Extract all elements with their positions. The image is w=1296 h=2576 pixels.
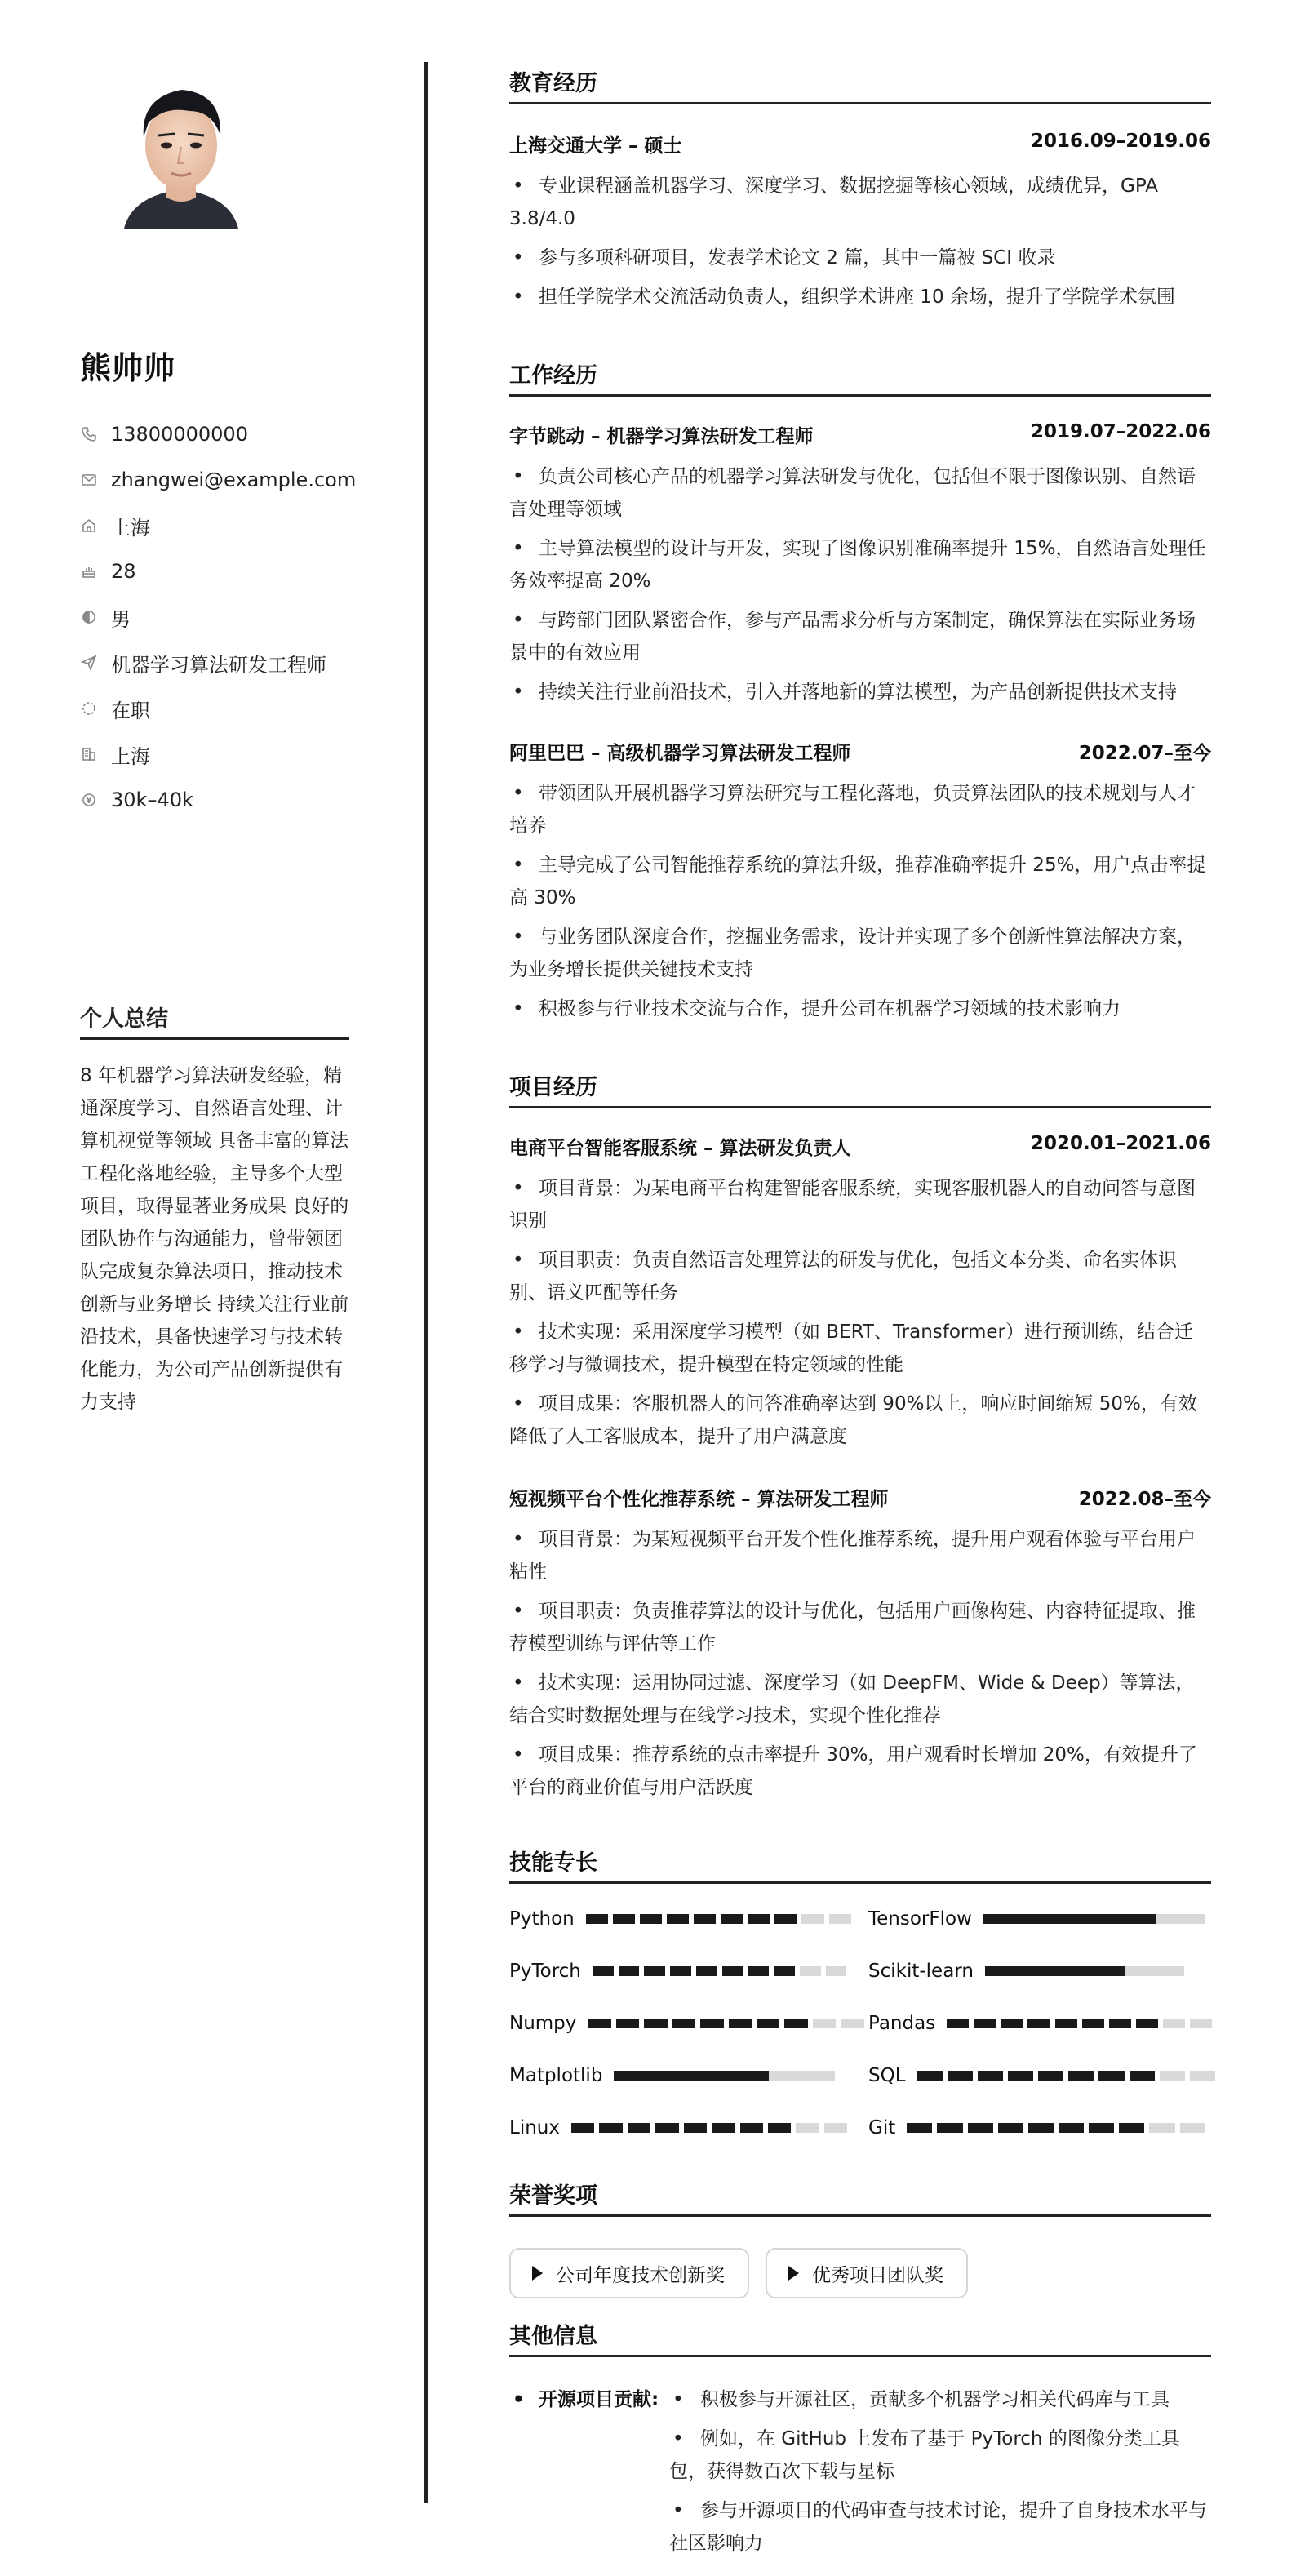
skill-level-segment: [1130, 2071, 1155, 2081]
skill-level-segment: [644, 1966, 665, 1976]
skill-level-segment: [593, 1966, 614, 1976]
skill-item: [509, 2063, 835, 2088]
list-item: • 项目职责：负责自然语言处理算法的研发与优化，包括文本分类、命名实体识别、语义匹配等任务: [509, 1244, 1211, 1309]
skill-level-fill: [985, 1966, 1125, 1976]
skill-level-segment: [1068, 2071, 1094, 2081]
skill-label: Git: [868, 2117, 896, 2139]
project-entry-head: [509, 1133, 1211, 1160]
honor-badge: [509, 2248, 749, 2298]
work-date: 2019.07–2022.06: [1030, 421, 1211, 442]
gender-icon: [80, 608, 98, 626]
project-bullets: [509, 1172, 1211, 1459]
skill-level-segment: [712, 2123, 735, 2133]
skill-label: Matplotlib: [509, 2065, 603, 2086]
list-item: • 主导算法模型的设计与开发，实现了图像识别准确率提升 15%，自然语言处理任务效率提高 20%: [509, 532, 1211, 597]
honors-title: 荣誉奖项: [509, 2178, 1211, 2217]
skill-level-segment: [684, 2123, 707, 2133]
skill-level-segment: [571, 2123, 594, 2133]
contact-age-text: 28: [111, 560, 136, 583]
skill-level-bar: [917, 2071, 1215, 2081]
contact-list: [80, 411, 356, 823]
contact-phone-text[interactable]: 13800000000: [111, 423, 248, 446]
skill-level-segment: [800, 1966, 821, 1976]
skill-level-segment: [1190, 2071, 1215, 2081]
list-item: • 主导完成了公司智能推荐系统的算法升级，推荐准确率提升 25%，用户点击率提高 30%: [509, 849, 1211, 914]
list-item: • 持续关注行业前沿技术，引入并落地新的算法模型，为产品创新提供技术支持: [509, 676, 1211, 708]
skill-level-segment: [722, 1966, 743, 1976]
skill-level-bar: [983, 1914, 1205, 1924]
skill-item: [868, 2011, 1212, 2036]
skill-level-segment: [1059, 2123, 1084, 2133]
skill-level-segment: [978, 2071, 1003, 2081]
skill-label: Numpy: [509, 2013, 577, 2034]
skill-level-segment: [768, 2123, 791, 2133]
list-item: • 项目背景：为某短视频平台开发个性化推荐系统，提升用户观看体验与平台用户粘性: [509, 1523, 1211, 1588]
list-item: • 与跨部门团队紧密合作，参与产品需求分析与方案制定，确保算法在实际业务场景中的有效应用: [509, 604, 1211, 669]
skill-level-segment: [694, 1914, 716, 1924]
skill-level-segment: [757, 2019, 779, 2028]
skill-item: [868, 1907, 1205, 1931]
list-item: • 带领团队开展机器学习算法研究与工程化落地，负责算法团队的技术规划与人才培养: [509, 777, 1211, 842]
work-bullets: [509, 777, 1211, 1032]
contact-phone: [80, 411, 356, 457]
send-icon: [80, 654, 98, 672]
other-title: 其他信息: [509, 2318, 1211, 2357]
honor-label: 公司年度技术创新奖: [556, 2264, 725, 2286]
skill-label: TensorFlow: [868, 1908, 972, 1930]
skill-level-segment: [1136, 2019, 1158, 2028]
play-icon: [532, 2266, 543, 2281]
skill-level-segment: [841, 2019, 863, 2028]
list-item: • 项目职责：负责推荐算法的设计与优化，包括用户画像构建、内容特征提取、推荐模型训练与评估等工作: [509, 1595, 1211, 1660]
contact-gender: [80, 594, 356, 640]
skill-level-segment: [947, 2019, 969, 2028]
skill-level-segment: [1160, 2071, 1185, 2081]
skill-level-segment: [696, 1966, 717, 1976]
skill-level-segment: [644, 2019, 667, 2028]
skill-label: SQL: [868, 2065, 906, 2086]
skill-level-fill: [983, 1914, 1156, 1924]
skill-level-segment: [613, 1914, 635, 1924]
skill-item: [509, 2011, 864, 2036]
skill-label: Linux: [509, 2117, 560, 2139]
contact-status-text: 在职: [111, 699, 150, 722]
skill-level-segment: [1027, 2019, 1050, 2028]
education-school: 上海交通大学 – 硕士: [509, 135, 682, 157]
skill-level-segment: [655, 2123, 678, 2133]
skill-level-segment: [667, 1914, 689, 1924]
skill-level-segment: [748, 1914, 770, 1924]
skill-level-segment: [824, 2123, 847, 2133]
education-bullets: [509, 170, 1211, 320]
list-item: • 技术实现：采用深度学习模型（如 BERT、Transformer）进行预训练，结合迁移学习与微调技术，提升模型在特定领域的性能: [509, 1316, 1211, 1381]
home-icon: [80, 517, 98, 535]
skill-level-segment: [784, 2019, 807, 2028]
list-item: • 参与开源项目的代码审查与技术讨论，提升了自身技术水平与社区影响力: [669, 2494, 1208, 2560]
work-company: 字节跳动 – 机器学习算法研发工程师: [509, 426, 814, 447]
contact-salary-text: 30k–40k: [111, 788, 193, 811]
list-item: • 参与多项科研项目，发表学术论文 2 篇，其中一篇被 SCI 收录: [509, 242, 1211, 274]
summary-title: 个人总结: [80, 1001, 349, 1040]
skill-level-segment: [628, 2123, 650, 2133]
education-date: 2016.09–2019.06: [1030, 131, 1211, 152]
avatar: [108, 65, 255, 229]
contact-job-text: 机器学习算法研发工程师: [111, 653, 326, 677]
skill-level-segment: [1089, 2123, 1114, 2133]
skill-level-bar: [985, 1966, 1184, 1976]
skill-level-bar: [907, 2123, 1205, 2133]
skill-level-segment: [907, 2123, 932, 2133]
skill-level-segment: [974, 2019, 996, 2028]
skill-level-segment: [586, 1914, 608, 1924]
skill-level-segment: [616, 2019, 639, 2028]
contact-job: [80, 640, 356, 686]
skill-level-segment: [640, 1914, 662, 1924]
project-name: 短视频平台个性化推荐系统 – 算法研发工程师: [509, 1489, 889, 1510]
honor-label: 优秀项目团队奖: [812, 2264, 943, 2286]
skill-item: [509, 1959, 846, 1983]
play-icon: [788, 2266, 799, 2281]
contact-city-text: 上海: [111, 744, 150, 768]
skill-level-segment: [937, 2123, 962, 2133]
skill-level-segment: [801, 1914, 823, 1924]
skill-level-segment: [826, 1966, 847, 1976]
contact-email-text[interactable]: zhangwei@example.com: [111, 469, 357, 491]
skill-label: Pandas: [868, 2013, 936, 2034]
skill-level-segment: [1180, 2123, 1205, 2133]
list-item: • 专业课程涵盖机器学习、深度学习、数据挖掘等核心领域，成绩优异，GPA 3.8/4.0: [509, 170, 1211, 235]
candidate-name: 熊帅帅: [80, 350, 176, 386]
skill-item: [868, 1959, 1184, 1983]
project-name: 电商平台智能客服系统 – 算法研发负责人: [509, 1138, 851, 1159]
honor-badge: [766, 2248, 968, 2298]
skill-level-segment: [672, 2019, 695, 2028]
skill-label: PyTorch: [509, 1961, 581, 1982]
skill-item: [509, 2116, 847, 2140]
work-title: 工作经历: [509, 358, 1211, 397]
skill-level-segment: [740, 2123, 763, 2133]
skill-item: [509, 1907, 851, 1931]
work-entry-head: [509, 421, 1211, 448]
skill-level-segment: [748, 1966, 769, 1976]
skill-level-segment: [948, 2071, 973, 2081]
skill-level-segment: [1098, 2071, 1124, 2081]
skill-level-segment: [917, 2071, 943, 2081]
other-list: [669, 2383, 1208, 2566]
education-entry-head: [509, 131, 1211, 158]
skills-title: 技能专长: [509, 1845, 1211, 1884]
list-item: • 项目背景：为某电商平台构建智能客服系统，实现客服机器人的自动问答与意图识别: [509, 1172, 1211, 1237]
contact-location: [80, 503, 356, 549]
skill-level-segment: [1163, 2019, 1185, 2028]
contact-city: [80, 731, 356, 777]
skill-level-segment: [1109, 2019, 1131, 2028]
skill-level-segment: [1149, 2123, 1174, 2133]
skill-level-segment: [599, 2123, 622, 2133]
skill-level-segment: [1119, 2123, 1144, 2133]
other-label: • 开源项目贡献:: [509, 2383, 659, 2416]
phone-icon: [80, 425, 98, 443]
contact-status: [80, 686, 356, 731]
skill-level-bar: [588, 2019, 863, 2028]
skill-level-bar: [947, 2019, 1212, 2028]
skill-level-segment: [729, 2019, 752, 2028]
mail-icon: [80, 471, 98, 489]
skill-level-segment: [968, 2123, 993, 2133]
skill-level-segment: [829, 1914, 851, 1924]
work-date: 2022.07–至今: [1078, 743, 1211, 764]
skill-level-bar: [614, 2071, 835, 2081]
summary-text: 8 年机器学习算法研发经验，精通深度学习、自然语言处理、计算机视觉等领域 具备丰富的算法工程化落地经验，主导多个大型项目，取得显著业务成果 良好的团队协作与沟通能力，曾带领团队完成复杂算法项目，推动技术创新与业务增长 持续关注行业前沿技术，具备快速学习与技术转化能力，为公司产品创新提供有力支持: [80, 1065, 349, 1413]
contact-location-text: 上海: [111, 516, 150, 540]
skill-level-segment: [1082, 2019, 1104, 2028]
contact-email: [80, 457, 356, 503]
work-company: 阿里巴巴 – 高级机器学习算法研发工程师: [509, 743, 851, 764]
building-icon: [80, 745, 98, 763]
list-item: • 项目成果：客服机器人的问答准确率达到 90%以上，响应时间缩短 50%，有效降低了人工客服成本，提升了用户满意度: [509, 1388, 1211, 1453]
work-entry-head: [509, 738, 1211, 765]
column-divider: [424, 62, 428, 2503]
skill-level-bar: [571, 2123, 847, 2133]
skill-level-segment: [1008, 2071, 1033, 2081]
cake-icon: [80, 562, 98, 580]
skill-item: [868, 2116, 1205, 2140]
skill-level-segment: [588, 2019, 610, 2028]
skill-level-segment: [1190, 2019, 1212, 2028]
skill-level-segment: [1055, 2019, 1077, 2028]
list-item: • 例如，在 GitHub 上发布了基于 PyTorch 的图像分类工具包，获得数百次下载与星标: [669, 2423, 1208, 2488]
skill-level-segment: [796, 2123, 819, 2133]
projects-title: 项目经历: [509, 1069, 1211, 1108]
work-bullets: [509, 460, 1211, 715]
contact-age: [80, 549, 356, 594]
skill-level-bar: [586, 1914, 851, 1924]
status-icon: [80, 700, 98, 717]
project-entry-head: [509, 1484, 1211, 1511]
skill-label: Python: [509, 1908, 575, 1930]
skill-level-segment: [998, 2123, 1023, 2133]
contact-gender-text: 男: [111, 607, 131, 631]
project-date: 2020.01–2021.06: [1030, 1133, 1211, 1154]
skill-level-segment: [721, 1914, 743, 1924]
project-bullets: [509, 1523, 1211, 1810]
list-item: • 技术实现：运用协同过滤、深度学习（如 DeepFM、Wide & Deep）等算法，结合实时数据处理与在线学习技术，实现个性化推荐: [509, 1667, 1211, 1732]
contact-salary: [80, 777, 356, 823]
skill-level-fill: [614, 2071, 769, 2081]
list-item: • 积极参与行业技术交流与合作，提升公司在机器学习领域的技术影响力: [509, 993, 1211, 1025]
list-item: • 积极参与开源社区，贡献多个机器学习相关代码库与工具: [669, 2383, 1208, 2416]
skill-level-segment: [1038, 2071, 1063, 2081]
skill-level-bar: [593, 1966, 847, 1976]
skill-level-segment: [619, 1966, 640, 1976]
skill-level-segment: [813, 2019, 836, 2028]
skill-level-segment: [670, 1966, 691, 1976]
project-date: 2022.08–至今: [1078, 1489, 1211, 1510]
skill-level-segment: [774, 1914, 797, 1924]
list-item: • 担任学院学术交流活动负责人，组织学术讲座 10 余场，提升了学院学术氛围: [509, 281, 1211, 313]
list-item: • 负责公司核心产品的机器学习算法研发与优化，包括但不限于图像识别、自然语言处理等领域: [509, 460, 1211, 526]
skill-level-segment: [1001, 2019, 1023, 2028]
list-item: • 与业务团队深度合作，挖掘业务需求，设计并实现了多个创新性算法解决方案，为业务增长提供关键技术支持: [509, 921, 1211, 986]
skill-item: [868, 2063, 1215, 2088]
salary-icon: [80, 791, 98, 809]
skill-level-segment: [1028, 2123, 1054, 2133]
education-title: 教育经历: [509, 65, 1211, 104]
skill-label: Scikit-learn: [868, 1961, 974, 1982]
skill-level-segment: [700, 2019, 723, 2028]
list-item: • 项目成果：推荐系统的点击率提升 30%，用户观看时长增加 20%，有效提升了平台的商业价值与用户活跃度: [509, 1739, 1211, 1804]
sidebar: [0, 0, 424, 2576]
skill-level-segment: [774, 1966, 795, 1976]
